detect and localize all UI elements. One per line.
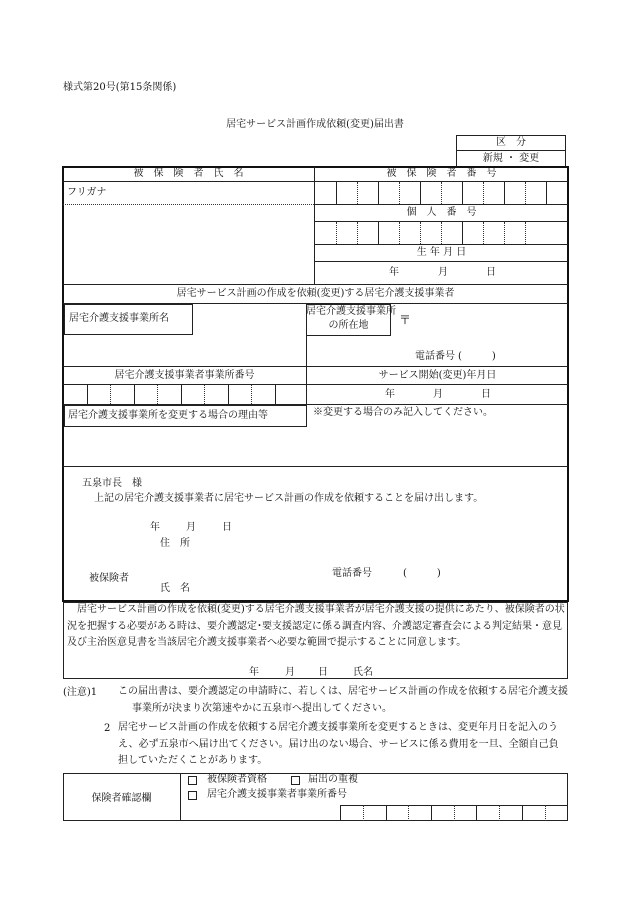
provider-name-field[interactable] [63,336,306,365]
consent-month: 月 [285,667,295,678]
change-reason-field[interactable] [63,428,568,466]
declaration-statement: 上記の居宅介護支援事業者に居宅サービス計画の作成を依頼することを届け出します。 [94,493,484,504]
checkbox-insured-qualification[interactable] [188,776,197,785]
change-reason-label: 居宅介護支援事業所を変更する場合の理由等 [68,410,268,421]
personal-number-field[interactable] [315,222,568,244]
provider-address-field[interactable] [392,304,568,348]
provider-address-label-1: 居宅介護支援事業所 [306,306,396,317]
form-number: 様式第20号(第15条関係) [63,82,177,93]
start-year: 年 [385,389,395,400]
note-1-label: (注意)1 [63,687,98,698]
start-date-header: サービス開始(変更)年月日 [378,370,497,381]
insured-name-field[interactable] [63,205,314,283]
declaration-address-label: 住 所 [160,538,190,549]
birthdate-year: 年 [389,267,399,278]
check-1-label: 被保険者資格 [207,774,267,785]
category-options[interactable]: 新規 ・ 変更 [482,153,540,164]
declaration-phone-label: 電話番号 [332,568,372,579]
start-month: 月 [433,389,443,400]
furigana-label: フリガナ [67,187,107,198]
insured-number-header: 被 保 険 者 番 号 [386,168,497,179]
consent-day: 日 [318,667,328,678]
insured-number-field[interactable] [315,182,568,204]
declaration-year: 年 [150,522,160,533]
office-number-field[interactable] [63,385,306,404]
provider-section-header: 居宅サービス計画の作成を依頼(変更)する居宅介護支援事業者 [176,288,455,299]
provider-name-label: 居宅介護支援事業所名 [69,313,169,324]
office-number-header: 居宅介護支援事業者事業所番号 [114,370,255,381]
checkbox-duplicate[interactable] [291,776,300,785]
birthdate-day: 日 [486,267,496,278]
provider-phone-paren[interactable]: ( ) [458,351,496,362]
note-1-text: この届出書は、要介護認定の申請時に、若しくは、居宅サービス計画の作成を依頼する居宅介護支援事業所が決まり次第速やかに五泉市へ提出してください。 [118,686,568,714]
start-day: 日 [481,389,491,400]
insurer-office-number-field[interactable] [340,805,568,821]
insured-label: 被保険者 [89,573,129,584]
declaration-phone-paren[interactable]: ( ) [403,568,441,579]
note-2-text: 居宅サービス計画の作成を依頼する居宅介護支援事業所を変更するときは、変更年月日を記入のうえ、必ず五泉市へ届け出てください。届け出のない場合、サービスに係る費用を一旦、全額自己負担していただくことがあります。 [118,722,559,766]
consent-year: 年 [249,667,259,678]
declaration-month: 月 [186,522,196,533]
birthdate-month: 月 [438,267,448,278]
insurer-label: 保険者確認欄 [91,793,152,804]
change-note: ※変更する場合のみ記入してください。 [313,407,493,418]
declaration-day: 日 [222,522,232,533]
checkbox-office-number[interactable] [188,791,197,800]
provider-address-label-2: の所在地 [328,320,369,331]
postal-mark: 〒 [399,313,412,327]
personal-number-header: 個 人 番 号 [406,207,477,218]
start-date-field[interactable] [307,385,568,404]
insured-name-header: 被 保 険 者 氏 名 [133,168,244,179]
birthdate-field[interactable] [315,262,568,283]
provider-phone-label: 電話番号 [415,351,455,362]
category-label: 区 分 [496,137,526,148]
birthdate-header: 生 年 月 日 [416,247,467,258]
consent-name: 氏名 [353,667,373,678]
note-2-label: 2 [104,723,111,734]
form-title: 居宅サービス計画作成依頼(変更)届出書 [226,119,404,130]
check-2-label: 届出の重複 [308,774,358,785]
addressee: 五泉市長 様 [82,478,142,489]
check-3-label: 居宅介護支援事業者事業所番号 [207,789,347,800]
declaration-name-label: 氏 名 [160,583,190,594]
consent-text: 居宅サービス計画の作成を依頼(変更)する居宅介護支援事業者が居宅介護支援の提供にあたり、被保険者の状況を把握する必要がある時は、要介護認定･要支援認定に係る調査内容、介護認定審査会による判定結果・意見及び主治医意見書を当該居宅介護支援事業者へ必要な範囲で提示することに同意します。 [67,604,565,648]
